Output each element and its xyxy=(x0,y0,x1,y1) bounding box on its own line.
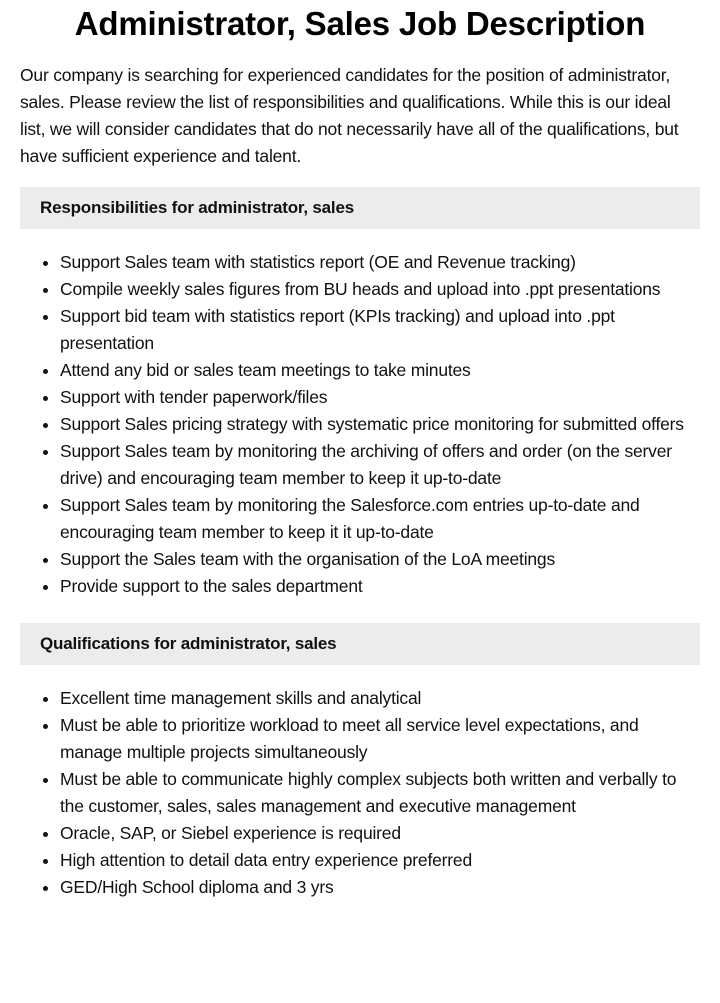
bullet-icon xyxy=(43,832,48,837)
list-item xyxy=(60,820,700,847)
list-item-text: Support Sales team by monitoring the Salesforce.com entries up-to-date and encouraging team member to keep it it up-to-date xyxy=(60,495,640,542)
list-item xyxy=(60,712,700,766)
responsibilities-list xyxy=(20,249,700,600)
list-item xyxy=(60,847,700,874)
list-item xyxy=(60,249,700,276)
bullet-icon xyxy=(43,886,48,891)
list-item-text: Support Sales team by monitoring the archiving of offers and order (on the server drive) and encouraging team member to keep it up-to-date xyxy=(60,441,672,488)
list-item-text: Must be able to communicate highly complex subjects both written and verbally to the customer, sales, sales management and executive management xyxy=(60,769,677,816)
bullet-icon xyxy=(43,423,48,428)
bullet-icon xyxy=(43,558,48,563)
bullet-icon xyxy=(43,261,48,266)
bullet-icon xyxy=(43,724,48,729)
list-item-text: Must be able to prioritize workload to meet all service level expectations, and manage multiple projects simultaneously xyxy=(60,715,639,762)
list-item-text: Support with tender paperwork/files xyxy=(60,387,328,407)
qualifications-list xyxy=(20,685,700,901)
bullet-icon xyxy=(43,396,48,401)
page-title: Administrator, Sales Job Description xyxy=(74,5,646,42)
bullet-icon xyxy=(43,315,48,320)
list-item-text: Support the Sales team with the organisation of the LoA meetings xyxy=(60,549,556,569)
bullet-icon xyxy=(43,288,48,293)
list-item xyxy=(60,384,700,411)
responsibilities-header: Responsibilities for administrator, sales xyxy=(20,187,700,229)
list-item-text: Support Sales pricing strategy with systematic price monitoring for submitted offers xyxy=(60,414,684,434)
list-item-text: Compile weekly sales figures from BU heads and upload into .ppt presentations xyxy=(60,279,661,299)
bullet-icon xyxy=(43,450,48,455)
list-item xyxy=(60,411,700,438)
bullet-icon xyxy=(43,778,48,783)
list-item xyxy=(60,546,700,573)
list-item-text: Support bid team with statistics report (KPIs tracking) and upload into .ppt presentation xyxy=(60,306,615,353)
list-item xyxy=(60,874,700,901)
list-item xyxy=(60,438,700,492)
list-item xyxy=(60,357,700,384)
list-item-text: Oracle, SAP, or Siebel experience is required xyxy=(60,823,401,843)
list-item-text: GED/High School diploma and 3 yrs xyxy=(60,877,334,897)
list-item xyxy=(60,685,700,712)
list-item-text: High attention to detail data entry experience preferred xyxy=(60,850,472,870)
list-item xyxy=(60,303,700,357)
bullet-icon xyxy=(43,369,48,374)
list-item xyxy=(60,573,700,600)
list-item-text: Excellent time management skills and analytical xyxy=(60,688,422,708)
intro-paragraph: Our company is searching for experienced candidates for the position of administrator, sales. Please review the list of responsibilities and qualifications. While this is our ideal list, we will consider candidates that do not necessarily have all of the qualifications, but have sufficient experience and talent. xyxy=(20,65,679,166)
list-item xyxy=(60,276,700,303)
qualifications-header: Qualifications for administrator, sales xyxy=(20,623,700,665)
bullet-icon xyxy=(43,585,48,590)
list-item-text: Support Sales team with statistics report (OE and Revenue tracking) xyxy=(60,252,576,272)
bullet-icon xyxy=(43,697,48,702)
list-item-text: Provide support to the sales department xyxy=(60,576,363,596)
bullet-icon xyxy=(43,504,48,509)
list-item xyxy=(60,766,700,820)
list-item xyxy=(60,492,700,546)
list-item-text: Attend any bid or sales team meetings to take minutes xyxy=(60,360,471,380)
bullet-icon xyxy=(43,859,48,864)
